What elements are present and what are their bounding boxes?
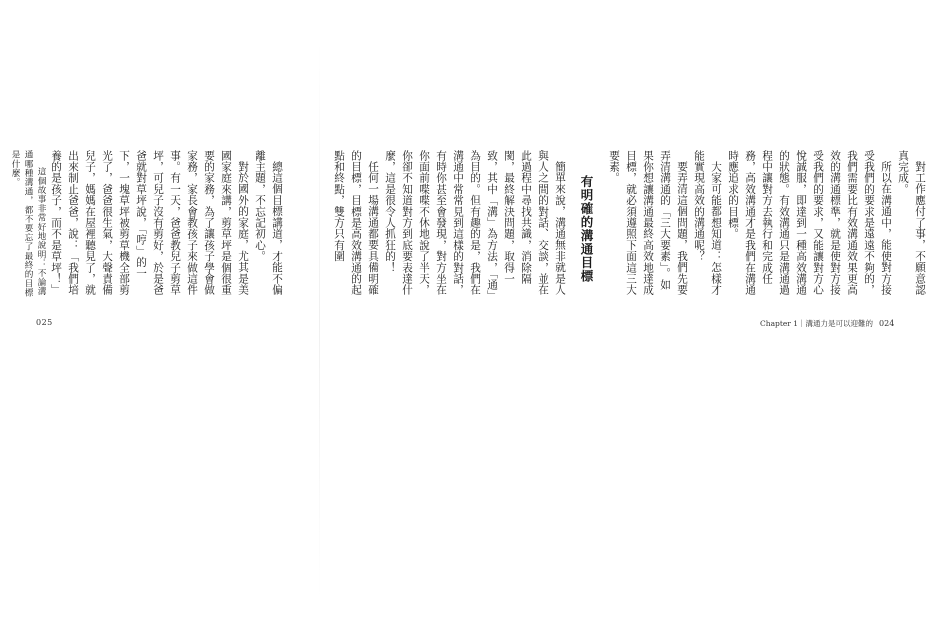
right-paragraph-6: 任何一場溝通都要具備明確的目標，目標是高效溝通的起點和終點，雙方只有圍 bbox=[333, 150, 379, 296]
left-paragraph-1: 總這個目標講道，才能不偏離主題，不忘記初心。 bbox=[254, 150, 283, 295]
right-paragraph-1: 對工作應付了事，不願意認真完成。 bbox=[897, 150, 926, 295]
left-paragraph-2: 對於國外的家庭，尤其是美國家庭來講，剪草坪是個很重要的家務，為了讓孩子學會做家務，家長會教孩子來做這件事。有一天，爸爸教兒子剪草坪，可兒子沒有剪好，於是爸爸就對草坪說，「哼」的一下，一塊草坪被剪草機全部剪光了，爸爸很生氣，大聲責備兒子，媽媽在屋裡聽見了，就出來制止爸爸，說：「我們培養的是孩子，而不是草坪！」 bbox=[50, 150, 249, 296]
right-paragraph-5: 簡單來說，溝通無非就是人與人之間的對話、交談，並在此過程中尋找共識，消除隔閡，最終解決問題，取得一致，其中「溝」為方法，「通」為目的。但有趣的是，我們在溝通中常常見到這樣的對話，有時你甚至會發現，對方坐在你面前喋喋不休地說了半天，你卻不知道對方到底要表達什麼，這是很令人抓狂的！ bbox=[384, 150, 566, 297]
right-page bbox=[320, 0, 926, 640]
right-page-body bbox=[333, 150, 928, 300]
running-head-title: Chapter 1｜溝通力是可以迎難的 bbox=[760, 319, 874, 328]
left-paragraph-3: 這個故事非常好地說明：不論溝通哪種溝通，都不要忘了最終的目標是什麼。 bbox=[10, 150, 46, 298]
left-page bbox=[0, 0, 320, 640]
running-head bbox=[760, 318, 925, 329]
left-page-number: 025 bbox=[36, 318, 53, 327]
right-page-number: 024 bbox=[879, 319, 895, 328]
right-paragraph-3: 大家可能都想知道：怎樣才能實現高效的溝通呢？ bbox=[693, 150, 722, 295]
right-paragraph-4: 要弄清這個問題，我們先要弄清溝通的「三大要素」。如果你想讓溝通最終高效地達成目標，就必須遵照下面這三大要素。 bbox=[608, 150, 688, 296]
section-heading-goal: 有明確的溝通目標 bbox=[579, 175, 594, 283]
left-page-body bbox=[10, 150, 285, 300]
right-paragraph-2: 所以在溝通中，能使對方接受我們的要求是遠遠不夠的，我們需要比有效溝通效果更高效的溝通標準，就是使對方接受我們的要求，又能讓對方心悅誠服，即達到一種高效溝通的狀態。有效溝通只是溝通過程中讓對方去執行和完成任務，高效溝通才是我們在溝通時應追求的目標。 bbox=[727, 150, 892, 296]
